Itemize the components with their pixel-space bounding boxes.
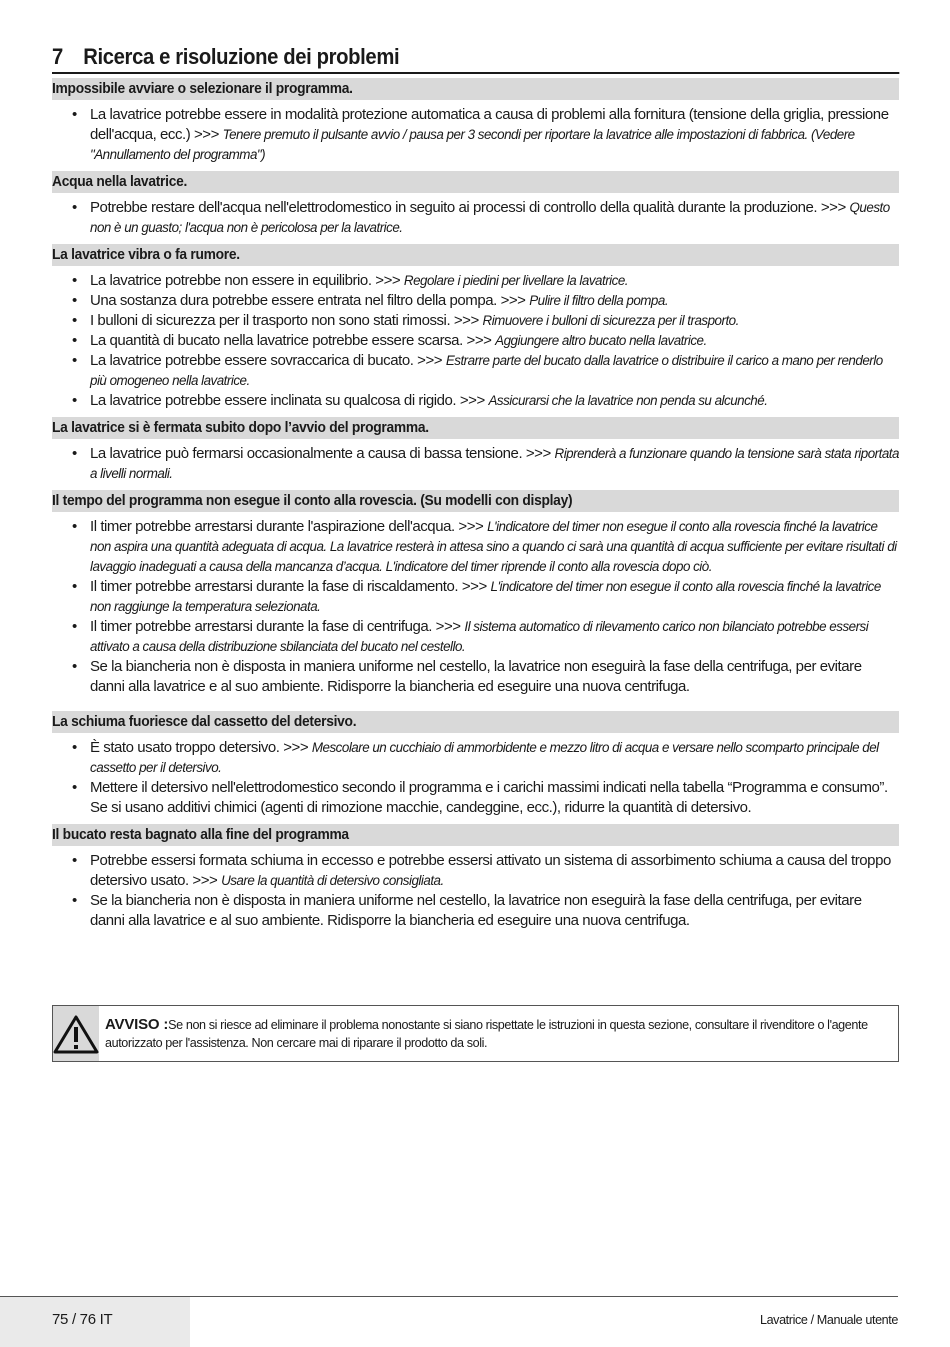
cause-text: Il timer potrebbe arrestarsi durante l'aspirazione dell'acqua. >>> (90, 518, 488, 535)
list-item (52, 444, 899, 484)
bullet-icon: • (72, 445, 77, 462)
bullet-icon: • (72, 618, 77, 635)
section (52, 244, 899, 413)
remedy-text: Questo non è un guasto; l'acqua non è pericolosa per la lavatrice. (90, 200, 890, 235)
section-heading-text: Il bucato resta bagnato alla fine del programma (52, 826, 349, 843)
bullet-icon: • (72, 739, 77, 756)
warning-text (99, 1006, 898, 1061)
section-heading (52, 171, 899, 193)
section (52, 171, 899, 240)
bullet-icon: • (72, 392, 77, 409)
list-item (52, 738, 899, 778)
cause-text: Il timer potrebbe arrestarsi durante la fase di riscaldamento. >>> (90, 578, 491, 595)
chapter-heading (52, 44, 899, 74)
problem-list (52, 439, 899, 486)
remedy-text: Il sistema automatico di rilevamento carico non bilanciato potrebbe essersi attivato a causa della distribuzione sbilanciata del bucato nel cestello. (90, 619, 869, 654)
list-item (52, 391, 899, 411)
remedy-text: Aggiungere altro bucato nella lavatrice. (495, 333, 707, 348)
list-item (52, 851, 899, 891)
document-page (52, 44, 899, 933)
troubleshooting-sections (52, 78, 899, 933)
section-heading (52, 244, 899, 266)
remedy-text: L'indicatore del timer non esegue il conto alla rovescia finché la lavatrice non raggiunge la temperatura selezionata. (90, 579, 881, 614)
cause-text: Potrebbe essersi formata schiuma in eccesso e potrebbe essersi attivato un sistema di assorbimento schiuma a causa del troppo detersivo usato. >>> (90, 852, 891, 889)
bullet-icon: • (72, 578, 77, 595)
warning-icon-panel (53, 1006, 99, 1061)
remedy-text: L'indicatore del timer non esegue il conto alla rovescia finché la lavatrice non aspira una quantità adeguata di acqua. La lavatrice resterà in attesa sino a quando ci sarà una quantità di acqua sufficiente per evitare risultati di lavaggio inadeguati a causa della mancanza d’acqua. L'indicatore del timer riprende il conto alla rovescia dopo ciò. (90, 519, 897, 574)
warning-label: AVVISO : (105, 1016, 169, 1033)
cause-text: La lavatrice potrebbe essere in modalità protezione automatica a causa di problemi alla fornitura (tensione della griglia, pressione dell'acqua, ecc.) >>> (90, 106, 889, 143)
problem-list (52, 100, 899, 167)
section-heading (52, 490, 899, 512)
list-item (52, 331, 899, 351)
bullet-icon: • (72, 292, 77, 309)
section-heading (52, 78, 899, 100)
list-item (52, 351, 899, 391)
remedy-text: Rimuovere i bulloni di sicurezza per il trasporto. (482, 313, 739, 328)
list-item (52, 778, 899, 818)
bullet-icon: • (72, 312, 77, 329)
bullet-icon: • (72, 332, 77, 349)
bullet-icon: • (72, 518, 77, 535)
remedy-text: Riprenderà a funzionare quando la tensione sarà stata riportata a livelli normali. (90, 446, 899, 481)
bullet-icon: • (72, 658, 77, 675)
section-heading-text: La lavatrice vibra o fa rumore. (52, 246, 240, 263)
bullet-icon: • (72, 852, 77, 869)
cause-text: La lavatrice potrebbe essere sovraccarica di bucato. >>> (90, 352, 446, 369)
list-item (52, 577, 899, 617)
remedy-text: Estrarre parte del bucato dalla lavatrice o distribuire il carico a mano per renderlo più omogeneo nella lavatrice. (90, 353, 883, 388)
cause-text: Una sostanza dura potrebbe essere entrata nel filtro della pompa. >>> (90, 292, 530, 309)
cause-text: I bulloni di sicurezza per il trasporto non sono stati rimossi. >>> (90, 312, 483, 329)
problem-list (52, 512, 899, 699)
bullet-icon: • (72, 352, 77, 369)
cause-text: Il timer potrebbe arrestarsi durante la fase di centrifuga. >>> (90, 618, 465, 635)
page-number: 75 / 76 IT (0, 1297, 190, 1347)
section (52, 417, 899, 486)
warning-triangle-icon (53, 1014, 99, 1054)
bullet-icon: • (72, 199, 77, 216)
bullet-icon: • (72, 272, 77, 289)
list-item (52, 105, 899, 165)
cause-text: Mettere il detersivo nell'elettrodomestico secondo il programma e i carichi massimi indicati nella tabella “Programma e consumo”. Se si usano additivi chimici (agenti di rimozione macchie, candeggine, ecc.), ridurre la quantità di detersivo. (90, 779, 888, 816)
section (52, 78, 899, 167)
section-heading (52, 711, 899, 733)
remedy-text: Assicurarsi che la lavatrice non penda su alcunché. (488, 393, 768, 408)
problem-list (52, 266, 899, 413)
cause-text: La lavatrice potrebbe essere inclinata su qualcosa di rigido. >>> (90, 392, 489, 409)
cause-text: Se la biancheria non è disposta in maniera uniforme nel cestello, la lavatrice non eseguirà la fase della centrifuga, per evitare danni alla lavatrice e al suo ambiente. Ridisporre la biancheria ed eseguire una nuova centrifuga. (90, 892, 862, 929)
section-heading-text: Il tempo del programma non esegue il conto alla rovescia. (Su modelli con display) (52, 492, 573, 509)
cause-text: Se la biancheria non è disposta in maniera uniforme nel cestello, la lavatrice non eseguirà la fase della centrifuga, per evitare danni alla lavatrice e al suo ambiente. Ridisporre la biancheria ed eseguire una nuova centrifuga. (90, 658, 862, 695)
section-heading-text: La schiuma fuoriesce dal cassetto del detersivo. (52, 713, 357, 730)
list-item (52, 657, 899, 697)
list-item (52, 891, 899, 931)
cause-text: È stato usato troppo detersivo. >>> (90, 739, 312, 756)
list-item (52, 311, 899, 331)
remedy-text: Tenere premuto il pulsante avvio / pausa per 3 secondi per riportare la lavatrice alle impostazioni di fabbrica. (Vedere "Annullamento del programma") (90, 127, 855, 162)
remedy-text: Usare la quantità di detersivo consigliata. (221, 873, 444, 888)
list-item (52, 271, 899, 291)
section-heading-text: Acqua nella lavatrice. (52, 173, 188, 190)
cause-text: La lavatrice può fermarsi occasionalmente a causa di bassa tensione. >>> (90, 445, 555, 462)
chapter-title: Ricerca e risoluzione dei problemi (83, 44, 400, 69)
list-item (52, 291, 899, 311)
section-heading (52, 824, 899, 846)
section (52, 711, 899, 820)
bullet-icon: • (72, 106, 77, 123)
list-item (52, 617, 899, 657)
section (52, 824, 899, 933)
section-heading-text: La lavatrice si è fermata subito dopo l’avvio del programma. (52, 419, 429, 436)
warning-box (52, 1005, 899, 1062)
cause-text: Potrebbe restare dell'acqua nell'elettrodomestico in seguito ai processi di controllo della qualità durante la produzione. >>> (90, 199, 850, 216)
list-item (52, 517, 899, 577)
warning-message: Se non si riesce ad eliminare il problema nonostante si siano rispettate le istruzioni in questa sezione, consultare il rivenditore o l'agente autorizzato per l'assistenza. Non cercare mai di riparare il prodotto da soli. (105, 1018, 868, 1050)
cause-text: La quantità di bucato nella lavatrice potrebbe essere scarsa. >>> (90, 332, 496, 349)
section-heading (52, 417, 899, 439)
section-heading-text: Impossibile avviare o selezionare il programma. (52, 80, 353, 97)
remedy-text: Mescolare un cucchiaio di ammorbidente e mezzo litro di acqua e versare nello scomparto principale del cassetto per il detersivo. (90, 740, 879, 775)
list-item (52, 198, 899, 238)
manual-title: Lavatrice / Manuale utente (759, 1313, 898, 1327)
bullet-icon: • (72, 779, 77, 796)
remedy-text: Regolare i piedini per livellare la lavatrice. (403, 273, 629, 288)
cause-text: La lavatrice potrebbe non essere in equilibrio. >>> (90, 272, 404, 289)
chapter-number: 7 (52, 44, 63, 69)
bullet-icon: • (72, 892, 77, 909)
problem-list (52, 733, 899, 820)
problem-list (52, 846, 899, 933)
remedy-text: Pulire il filtro della pompa. (529, 293, 669, 308)
section (52, 490, 899, 699)
problem-list (52, 193, 899, 240)
